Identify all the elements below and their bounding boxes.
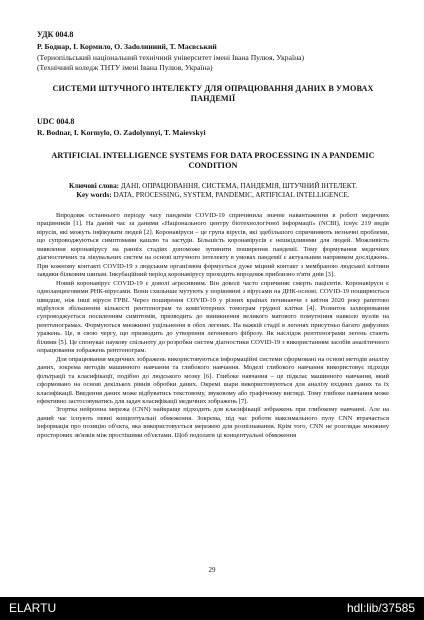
keywords-en: [37, 191, 389, 200]
body-text: [37, 212, 389, 440]
keywords-ua-text: ДАНІ, ОПРАЦЮВАННЯ, СИСТЕМА, ПАНДЕМІЯ, ШТУЧНИЙ ІНТЕЛЕКТ.: [120, 182, 358, 190]
keywords-ua: [37, 182, 389, 191]
keywords-en-label: Key words:: [76, 191, 112, 199]
paragraph-1: Впродовж останнього періоду часу пандемія COVID-19 спричинила значне навантаження в роботі медичних працівників [1]. На даний час за даними «Національного центру біотехнологічної інформації» (NCBI), існує 219 видів вірусів, які можуть інфікувати людей [2]. Коронавіруси – це група вірусів, які здебільшого спричиняють незначні проблеми, що супроводжуються симптомами кашлю та застуди. Більшість коронавірусів є нешкідливими для людей. Можливість виявлення коронавірусу на ранніх стадіях допоможе зупинити поширення пандемії. Тому формування медичних діагностичних та лікувальних систем на основі штучного інтелекту в умовах пандемії є актуальним напрямком досліджень. При кожному контакті COVID-19 з людським організмом формується дуже міцний контакт з мембраною людської клітини завдяки білковим шипам. Інкубаційний період коронавірусу проходить впродовж приблизно п'яти днів [3].: [37, 212, 389, 279]
udc-ua: УДК 004.8: [37, 30, 74, 39]
title-ua: СИСТЕМИ ШТУЧНОГО ІНТЕЛЕКТУ ДЛЯ ОПРАЦЮВАННЯ ДАНИХ В УМОВАХ ПАНДЕМІЇ: [52, 84, 374, 103]
affiliation-ua-2: (Технічний коледж ТНТУ імені Івана Пулюя, Україна): [37, 63, 213, 72]
authors-en: R. Bodnar, I. Kormylo, O. Zadolynnyi, T. Maievskyi: [37, 128, 206, 137]
page-number: 29: [208, 566, 216, 574]
paragraph-4: Згортка нейронна мережа (CNN) найкраще підходить для класифікації зображень при глибокому навчанні. Але на даний час існують певні концептуальні обмеження. Зокрема, під час роботи максимального пулу CNN втрачається інформація про позицію об'єкта, яка використовується мережею для розпізнавання. Крім того, CNN не розглядає множину просторових зв'язків між простішими об'єктами. Щоб подолати ці концептуальні обмеження: [37, 406, 389, 439]
title-en: ARTIFICIAL INTELLIGENCE SYSTEMS FOR DATA PROCESSING IN A PANDEMIC CONDITION: [51, 151, 375, 170]
udc-en: UDC 004.8: [37, 117, 75, 126]
paragraph-2: Новий коронавірус COVID-19 є доволі агресивним. Він доволі часто спричиняє смерть пацієнтів. Коронавірусн є одноланцюговими РНК-вірусами. Вони схильнше мутують у порівнянні з вірусами на ДНК-основі. COVID-19 поширюється швидше, ніж інші вірусн ГРВІ. Через поширення COVID-19 у різних країнах починаючи з квітня 2020 року рапптово відбулося збільшення кількості рентгенограм та комп'ютерних томограм грудної клітки [4]. Розвиток захворювання супроводжується посиленням симптомів, призводить до виникнення великого матового помутніння навколо вузлів на рентгенограмах. Формуються множинні ущільнення в обох легенях. На важкій стадії в легенях присутньо багато дифузних уражень. Це, в свою чергу, що призводить до утворення легеневого фіброзу. Як наслідок рентгенограми легень стають білими [5]. Це спонукає наукову спільноту до розробки систем діагностики COVID-19 з використанням засобів аналітичного опрацювання зображень рентгенограм.: [37, 279, 389, 355]
keywords-en-text: DATA, PROCESSING, SYSTEM, PANDEMIC, ARTIFICIAL INTELLIGENCE.: [113, 191, 350, 199]
affiliation-ua-1: (Тернопільський національний технічний університет імені Івана Пулюя, Україна): [37, 53, 305, 62]
footer-bar: [0, 597, 424, 620]
keywords-ua-label: Ключові слова:: [68, 182, 120, 190]
footer-handle: hdl:lib/37585: [346, 601, 415, 615]
paragraph-3: Для опрацювання медичних зображень використовуються інформаційні системи сформовані на основі методів аналізу даних, зокрема методів машинного навчання та глибокого навчання. Моделі глибокого навчання використовує підходи фільтрації та класифікації, подібно до людського мозку [6]. Глибоке навчання – це підклас машинного навчання, який сформовано на основі декількох рівнів обробки даних. Окремі шари використовуються для аналізу вхідних даних та їх класифікації. Введення даних може відбуватись текстовому, звуковому або графічному вигляді. Тому глибоке навчання може ефективно застосовуватись для задач класифікації медичних зображень [7].: [37, 355, 389, 405]
authors-ua: Р. Боднар, І. Кормило, О. Заdолинний, Т. Маєвський: [37, 42, 217, 51]
footer-repository-label: ELARTU: [9, 601, 57, 615]
